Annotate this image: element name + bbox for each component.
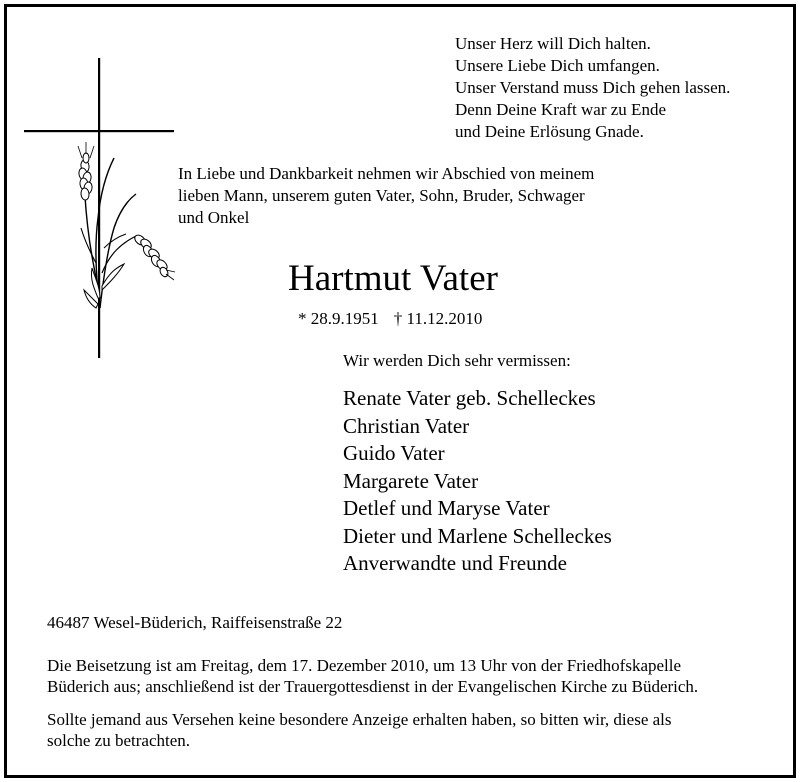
intro-line: und Onkel [178, 208, 250, 227]
mourner: Anverwandte und Freunde [343, 551, 567, 575]
life-dates [298, 308, 482, 330]
intro-line: lieben Mann, unserem guten Vater, Sohn, Bruder, Schwager [178, 186, 585, 205]
notice-info [47, 709, 672, 751]
mourner: Dieter und Marlene Schelleckes [343, 523, 612, 548]
poem-line: Unser Herz will Dich halten. [455, 34, 651, 53]
poem-line: Unsere Liebe Dich umfangen. [455, 56, 660, 75]
cross-with-wheat-icon [24, 58, 176, 360]
intro-line: In Liebe und Dankbarkeit nehmen wir Abschied von meinem [178, 164, 595, 183]
notice-line: solche zu betrachten. [47, 731, 191, 750]
poem-line: Denn Deine Kraft war zu Ende [455, 100, 666, 119]
address: 46487 Wesel-Büderich, Raiffeisenstraße 22 [47, 613, 343, 632]
mourner: Renate Vater geb. Schelleckes [343, 386, 596, 410]
mourning-intro: Wir werden Dich sehr vermissen: [343, 351, 571, 370]
death-date: † 11.12.2010 [393, 309, 483, 328]
mourner: Margarete Vater [343, 468, 479, 493]
mourners-list [343, 385, 612, 578]
funeral-line: Büderich aus; anschließend ist der Trauergottesdienst in der Evangelischen Kirche zu Büderich. [47, 677, 699, 696]
deceased-name: Hartmut Vater [288, 258, 498, 299]
mourner: Christian Vater [343, 413, 470, 438]
funeral-info [47, 655, 698, 697]
farewell-intro [178, 163, 594, 229]
mourner: Guido Vater [343, 441, 445, 465]
notice-line: Sollte jemand aus Versehen keine besondere Anzeige erhalten haben, so bitten wir, diese als [47, 710, 672, 729]
poem-line: Unser Verstand muss Dich gehen lassen. [455, 78, 731, 97]
funeral-line: Die Beisetzung ist am Freitag, dem 17. Dezember 2010, um 13 Uhr von der Friedhofskapelle [47, 656, 682, 675]
mourner: Detlef und Maryse Vater [343, 496, 550, 520]
poem-line: und Deine Erlösung Gnade. [455, 122, 644, 141]
poem [455, 33, 730, 143]
birth-date: * 28.9.1951 [298, 309, 379, 328]
